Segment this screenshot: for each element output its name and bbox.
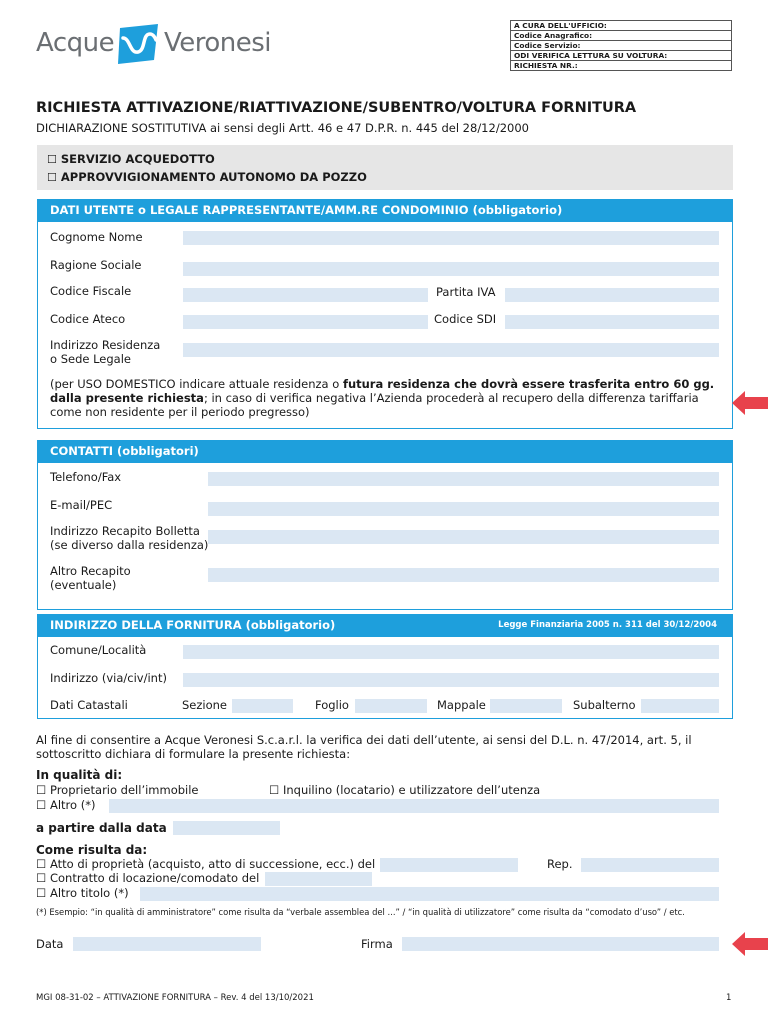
qualita-inquilino[interactable] [269,783,540,797]
risulta-atto[interactable] [36,857,375,871]
risulta-altro-titolo[interactable] [36,886,129,900]
ragione-sociale-label: Ragione Sociale [50,258,142,272]
office-row: Codice Anagrafico: [511,31,732,41]
altro-recapito-label: Altro Recapito [50,564,131,578]
qualita-altro-field[interactable] [109,799,719,813]
checkbox-icon[interactable]: ☐ [269,783,280,797]
partita-iva-label: Partita IVA [436,285,496,299]
recapito-label-2: (se diverso dalla residenza) [50,538,209,552]
office-use-box [510,20,732,71]
recapito-label: Indirizzo Recapito Bolletta [50,524,200,538]
partire-date-field[interactable] [173,821,280,835]
footer-code: MGI 08-31-02 – ATTIVAZIONE FORNITURA – Rev. 4 del 13/10/2021 [36,993,314,1003]
user-section-header: DATI UTENTE o LEGALE RAPPRESENTANTE/AMM.RE CONDOMINIO (obbligatorio) [37,199,733,222]
residence-note-bold: futura residenza che dovrà essere trasferita entro 60 gg. dalla presente richiesta [50,377,715,405]
service-option-label: APPROVVIGIONAMENTO AUTONOMO DA POZZO [60,170,367,184]
codice-fiscale-field[interactable] [183,288,428,302]
page-title: RICHIESTA ATTIVAZIONE/RIATTIVAZIONE/SUBENTRO/VOLTURA FORNITURA [36,100,637,116]
firma-field[interactable] [402,937,719,951]
risulta-contratto-label: Contratto di locazione/comodato del [49,871,260,885]
contratto-date-field[interactable] [265,872,372,886]
qualita-inquilino-label: Inquilino (locatario) e utilizzatore dell’utenza [282,783,541,797]
data-field[interactable] [73,937,261,951]
office-row: RICHIESTA NR.: [511,61,732,71]
indirizzo-fornitura-field[interactable] [183,673,719,687]
residence-note [50,377,726,419]
dati-catastali-label: Dati Catastali [50,698,128,712]
indirizzo-fornitura-label: Indirizzo (via/civ/int) [50,671,167,685]
office-row: A CURA DELL'UFFICIO: [511,21,732,31]
recapito-field[interactable] [208,530,719,544]
risulta-atto-label: Atto di proprietà (acquisto, atto di successione, ecc.) del [49,857,376,871]
logo-text-right: Veronesi [164,28,272,58]
office-row: Codice Servizio: [511,41,732,51]
email-field[interactable] [208,502,719,516]
arrow-left-icon [732,390,768,420]
subalterno-field[interactable] [641,699,719,713]
risulta-altro-titolo-label: Altro titolo (*) [49,886,129,900]
supply-section-header [37,614,733,637]
footnote: (*) Esempio: “in qualità di amministratore” come risulta da “verbale assemblea del ...” / “in qualità di utilizzatore” come risulta da “comodato d’uso” / etc. [36,907,685,917]
checkbox-icon[interactable]: ☐ [36,783,47,797]
data-label: Data [36,937,64,951]
residence-note-pre: (per USO DOMESTICO indicare attuale residenza o [50,377,343,391]
altro-recapito-field[interactable] [208,568,719,582]
codice-sdi-label: Codice SDI [434,312,497,326]
codice-ateco-field[interactable] [183,315,428,329]
checkbox-icon[interactable]: ☐ [36,798,47,812]
email-label: E-mail/PEC [50,498,113,512]
partita-iva-field[interactable] [505,288,719,302]
page-number: 1 [726,993,732,1003]
checkbox-icon[interactable]: ☐ [47,153,57,166]
arrow-left-icon [732,931,768,961]
cognome-nome-field[interactable] [183,231,719,245]
partire-label: a partire dalla data [36,821,167,835]
service-option-pozzo[interactable] [47,170,367,185]
sezione-field[interactable] [232,699,293,713]
cognome-nome-label: Cognome Nome [50,230,143,244]
checkbox-icon[interactable]: ☐ [36,857,47,871]
service-options-box [37,145,733,190]
subalterno-label: Subalterno [573,698,636,712]
risulta-contratto[interactable] [36,871,259,885]
altro-recapito-label-2: (eventuale) [50,578,117,592]
indirizzo-residenza-field[interactable] [183,343,719,357]
altro-titolo-field[interactable] [140,887,719,901]
codice-ateco-label: Codice Ateco [50,312,126,326]
rep-label: Rep. [547,857,573,871]
sezione-label: Sezione [182,698,228,712]
indirizzo-residenza-label-2: o Sede Legale [50,352,131,366]
checkbox-icon[interactable]: ☐ [36,871,47,885]
logo-text-left: Acque [36,28,115,58]
consent-text: Al fine di consentire a Acque Veronesi S.c.a.r.l. la verifica dei dati dell’utente, ai sensi del D.L. n. 47/2014, art. 5, il sottoscritto dichiara di formulare la presente richiesta: [36,733,692,761]
telefono-field[interactable] [208,472,719,486]
qualita-proprietario-label: Proprietario dell’immobile [49,783,199,797]
foglio-field[interactable] [355,699,427,713]
wave-logo-icon [118,24,160,64]
mappale-label: Mappale [437,698,486,712]
rep-field[interactable] [581,858,719,872]
checkbox-icon[interactable]: ☐ [47,171,57,184]
office-row: ODI VERIFICA LETTURA SU VOLTURA: [511,51,732,61]
contacts-section-header: CONTATTI (obbligatori) [37,440,733,463]
qualita-proprietario[interactable] [36,783,199,797]
ragione-sociale-field[interactable] [183,262,719,276]
codice-fiscale-label: Codice Fiscale [50,284,132,298]
codice-sdi-field[interactable] [505,315,719,329]
indirizzo-residenza-label: Indirizzo Residenza [50,338,161,352]
mappale-field[interactable] [490,699,562,713]
atto-date-field[interactable] [380,858,518,872]
comune-field[interactable] [183,645,719,659]
qualita-heading: In qualità di: [36,768,123,782]
telefono-label: Telefono/Fax [50,470,122,484]
supply-section-title: INDIRIZZO DELLA FORNITURA (obbligatorio) [50,618,336,632]
law-note: Legge Finanziaria 2005 n. 311 del 30/12/2004 [498,620,717,630]
qualita-altro-label: Altro (*) [49,798,96,812]
checkbox-icon[interactable]: ☐ [36,886,47,900]
foglio-label: Foglio [315,698,349,712]
comune-label: Comune/Località [50,643,147,657]
residence-note-post: ; in caso di verifica negativa l’Azienda procederà al recupero della differenza tariffaria come non residente per il periodo pregresso) [50,391,699,419]
page-subtitle: DICHIARAZIONE SOSTITUTIVA ai sensi degli Artt. 46 e 47 D.P.R. n. 445 del 28/12/2000 [36,121,529,135]
qualita-altro[interactable] [36,798,95,812]
service-option-label: SERVIZIO ACQUEDOTTO [60,152,215,166]
risulta-heading: Come risulta da: [36,843,148,857]
service-option-acquedotto[interactable] [47,152,215,167]
firma-label: Firma [361,937,393,951]
